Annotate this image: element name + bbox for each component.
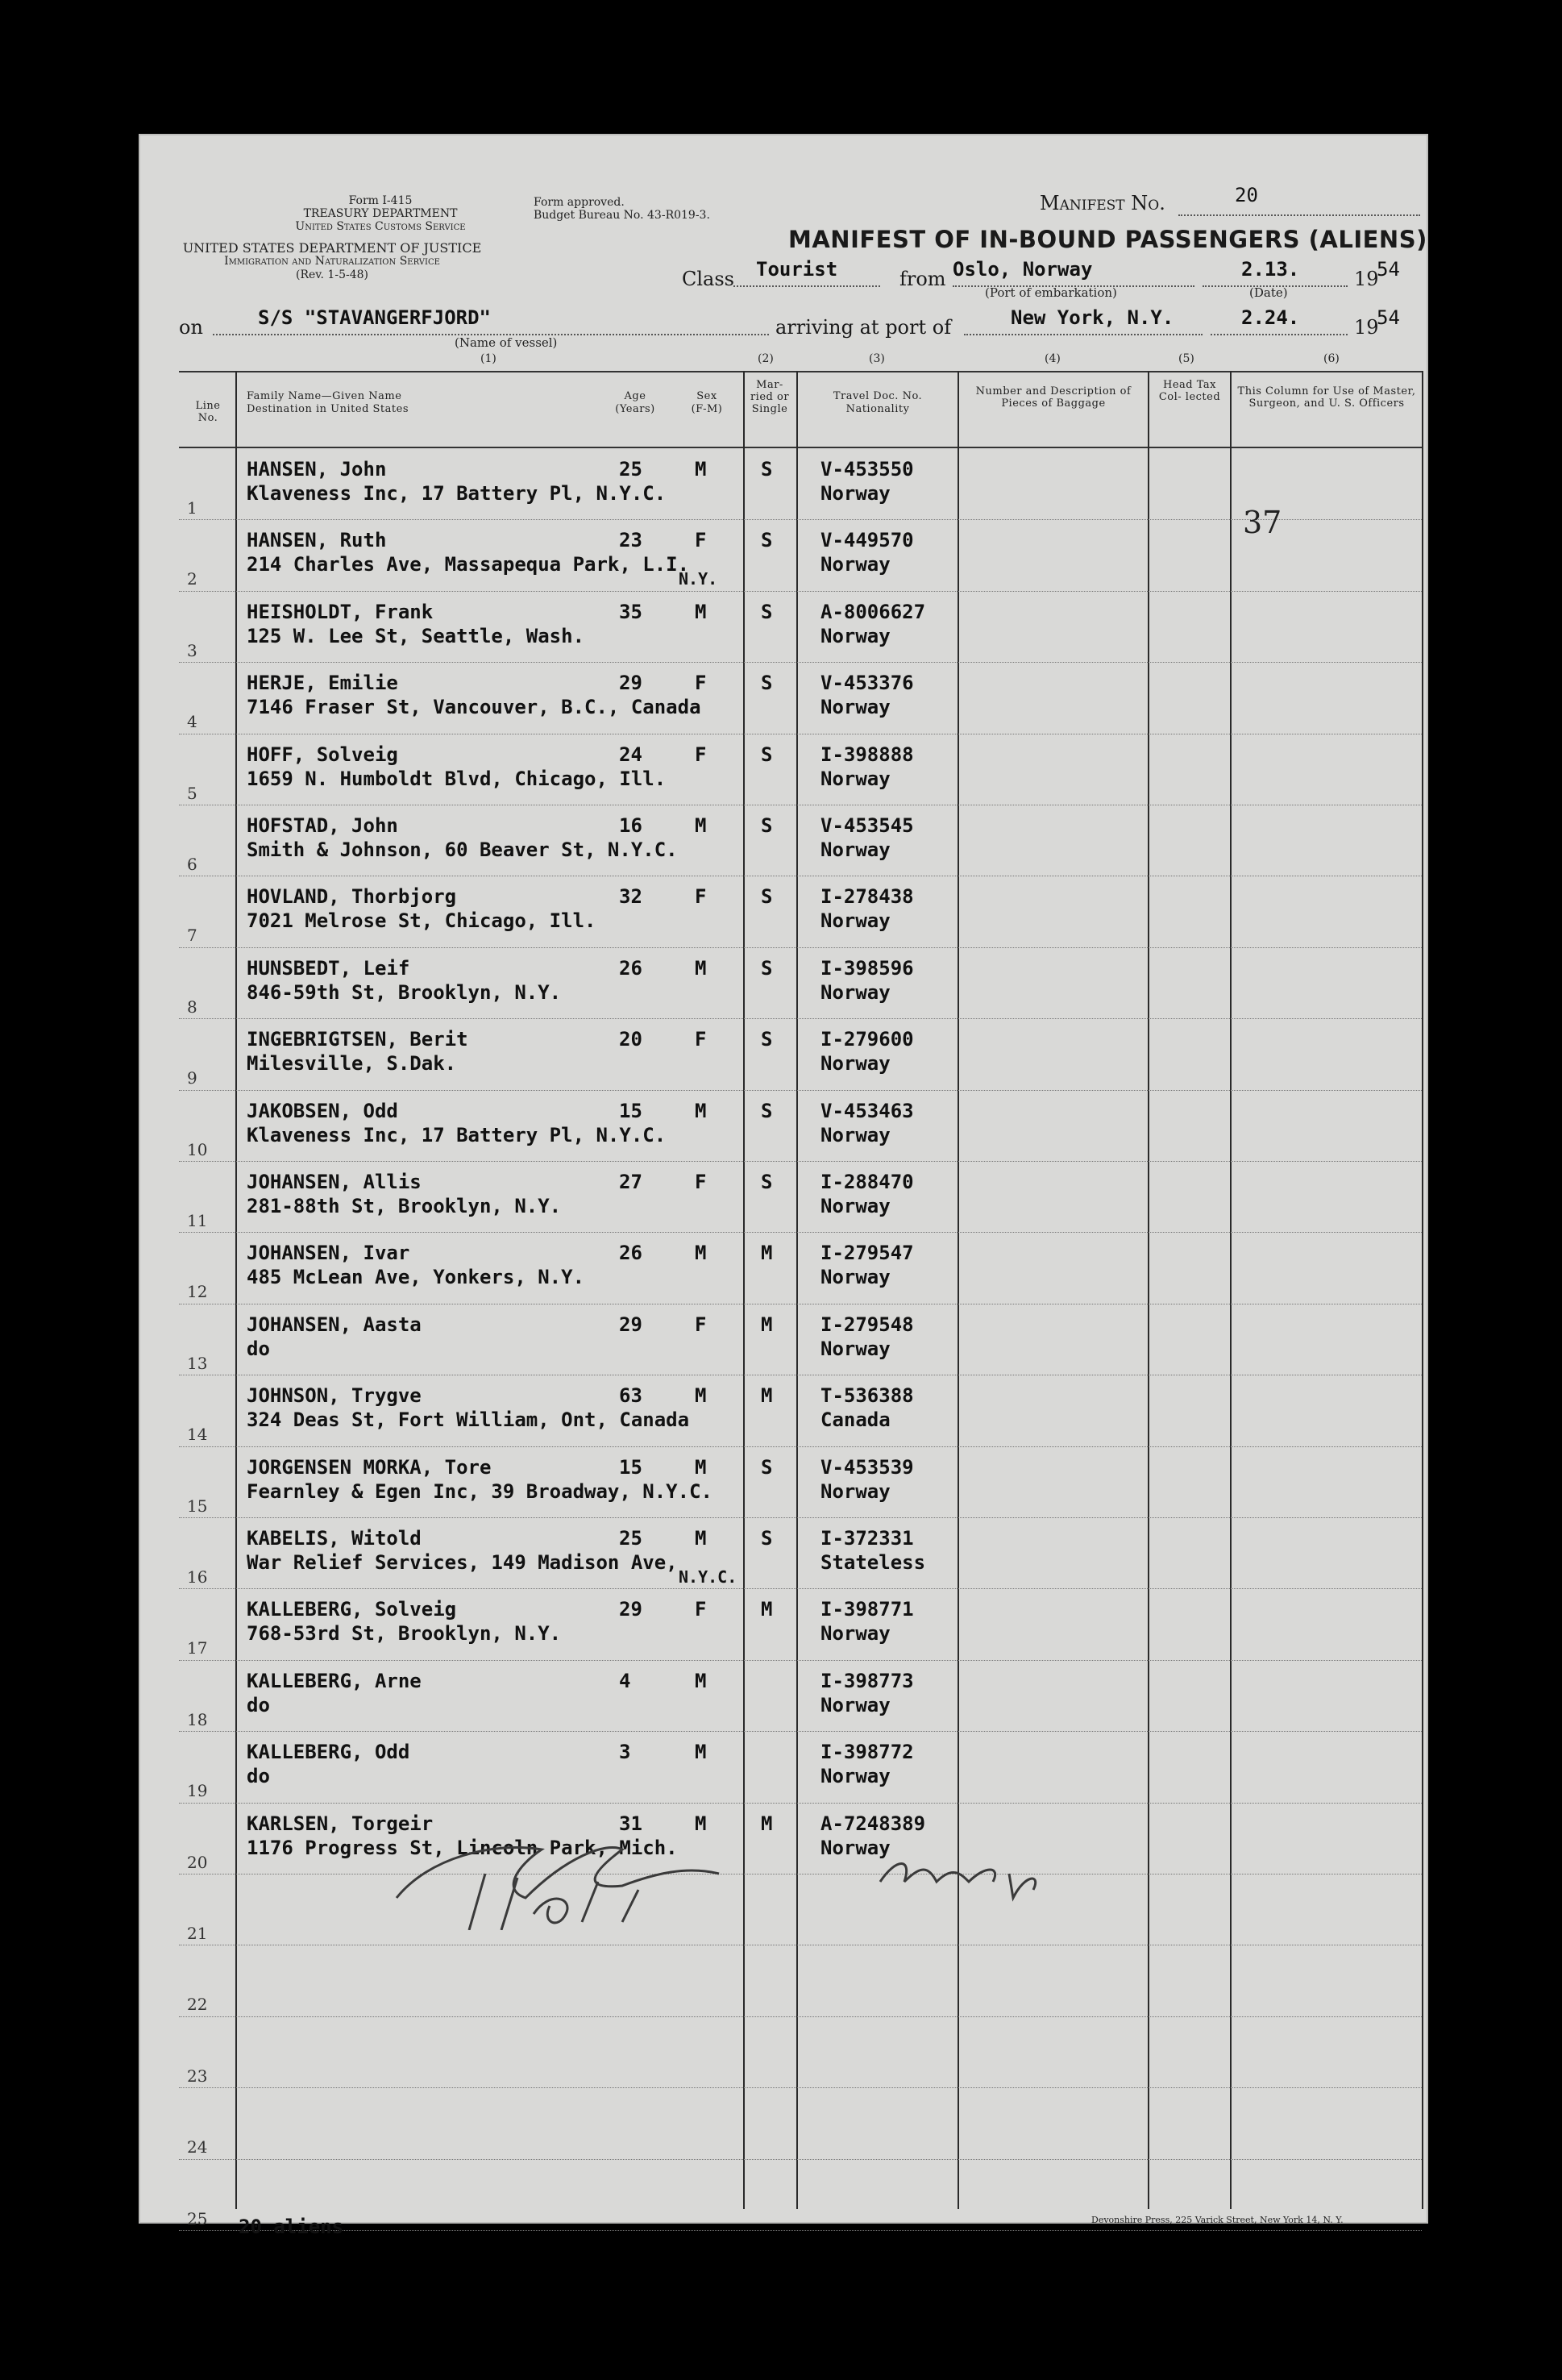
passenger-destination: 281-88th St, Brooklyn, N.Y.	[247, 1195, 562, 1217]
table-top-rule	[179, 371, 1422, 372]
col-num-3: (3)	[869, 352, 885, 365]
passenger-name: HOFSTAD, John	[247, 814, 398, 837]
passenger-name: KARLSEN, Torgeir	[247, 1812, 434, 1835]
form-title: MANIFEST OF IN-BOUND PASSENGERS (ALIENS)	[788, 226, 1427, 253]
row-rule	[179, 947, 1422, 949]
row-rule	[179, 1803, 1422, 1804]
passenger-nationality: Norway	[820, 696, 891, 719]
passenger-destination: do	[247, 1693, 270, 1716]
passenger-marital: M	[761, 1598, 773, 1621]
travel-doc-no: I-278438	[820, 885, 914, 909]
passenger-nationality: Norway	[820, 1337, 891, 1360]
departure-date: 2.13.	[1241, 258, 1300, 281]
from-value: Oslo, Norway	[953, 258, 1093, 281]
passenger-destination: 768-53rd St, Brooklyn, N.Y.	[247, 1622, 562, 1646]
port-embark-caption: (Port of embarkation)	[985, 285, 1117, 300]
passenger-sex: M	[695, 600, 707, 623]
passenger-name: JOHANSEN, Aasta	[247, 1313, 422, 1336]
vessel-name: S/S "STAVANGERFJORD"	[258, 306, 491, 329]
row-rule	[179, 662, 1422, 664]
hdr-sex-fm: (F-M)	[691, 403, 723, 415]
passenger-nationality: Norway	[820, 1693, 891, 1716]
passenger-age: 32	[619, 885, 642, 909]
officer-mark: 37	[1243, 505, 1282, 540]
year1-value: 54	[1377, 258, 1400, 281]
travel-doc-no: V-453550	[820, 458, 914, 481]
passenger-sex: M	[695, 1455, 707, 1479]
passenger-sex: F	[695, 743, 707, 766]
passenger-name: JOHANSEN, Allis	[247, 1171, 422, 1193]
row-rule	[179, 805, 1422, 806]
arriving-label: arriving at port of	[775, 316, 952, 339]
passenger-age: 31	[619, 1812, 642, 1835]
col-rule-2	[743, 371, 745, 2209]
line-number: 14	[187, 1425, 208, 1445]
passenger-sex: F	[695, 1171, 707, 1193]
col-num-1: (1)	[480, 352, 496, 365]
travel-doc-no: I-398772	[820, 1741, 914, 1764]
vessel-caption: (Name of vessel)	[455, 335, 558, 350]
passenger-nationality: Norway	[820, 1195, 891, 1217]
passenger-destination: 324 Deas St, Fort William, Ont, Canada	[247, 1408, 690, 1432]
passenger-name: INGEBRIGTSEN, Berit	[247, 1028, 468, 1051]
line-number: 20	[187, 1852, 208, 1872]
travel-doc-no: I-279547	[820, 1242, 914, 1265]
passenger-age: 15	[619, 1455, 642, 1479]
year2-value: 54	[1377, 306, 1400, 329]
passenger-sex: F	[695, 672, 707, 695]
passenger-marital: S	[761, 1527, 773, 1550]
arrival-port: New York, N.Y.	[1011, 306, 1174, 329]
hdr-baggage: Number and Description of Pieces of Baggage	[975, 385, 1132, 410]
passenger-marital: S	[761, 600, 773, 623]
date2-line	[1211, 334, 1348, 335]
passenger-nationality: Norway	[820, 1622, 891, 1646]
passenger-sex: M	[695, 1527, 707, 1550]
passenger-sex: F	[695, 1313, 707, 1336]
revision: (Rev. 1-5-48)	[296, 268, 368, 281]
passenger-marital: S	[761, 1099, 773, 1122]
binder-hole-2	[92, 281, 127, 322]
total-aliens: 20 aliens	[239, 2216, 344, 2238]
hdr-marital: Mar- ried or Single	[750, 379, 790, 415]
travel-doc-no: A-8006627	[820, 600, 926, 623]
passenger-nationality: Norway	[820, 1765, 891, 1788]
approval-1: Form approved.	[534, 196, 625, 209]
line-number: 1	[187, 498, 197, 518]
row-rule	[179, 1304, 1422, 1305]
row-rule	[179, 1446, 1422, 1448]
approval-2: Budget Bureau No. 43-R019-3.	[534, 209, 710, 222]
passenger-destination: 7146 Fraser St, Vancouver, B.C., Canada	[247, 696, 701, 719]
passenger-age: 23	[619, 529, 642, 552]
passenger-age: 20	[619, 1028, 642, 1051]
passenger-name: KALLEBERG, Arne	[247, 1669, 422, 1692]
row-rule	[179, 1018, 1422, 1020]
passenger-sex: M	[695, 814, 707, 837]
passenger-marital: M	[761, 1812, 773, 1835]
binder-hole-1	[92, 187, 127, 229]
passenger-sex: M	[695, 458, 707, 481]
passenger-name: HERJE, Emilie	[247, 672, 398, 695]
row-rule	[179, 1874, 1422, 1875]
header-bottom-rule	[179, 447, 1422, 448]
row-rule	[179, 1375, 1422, 1376]
hdr-age: Age	[624, 390, 646, 402]
passenger-destination-cont: N.Y.C.	[679, 1567, 737, 1587]
passenger-destination: 846-59th St, Brooklyn, N.Y.	[247, 980, 562, 1004]
passenger-name: HANSEN, Ruth	[247, 529, 387, 552]
passenger-nationality: Norway	[820, 1052, 891, 1076]
passenger-marital: S	[761, 1171, 773, 1193]
passenger-destination: do	[247, 1337, 270, 1360]
passenger-name: HOVLAND, Thorbjorg	[247, 885, 457, 909]
inspector-initials	[872, 1841, 1049, 1906]
on-label: on	[179, 316, 203, 339]
class-value: Tourist	[756, 258, 838, 281]
passenger-age: 27	[619, 1171, 642, 1193]
line-number: 4	[187, 712, 197, 732]
travel-doc-no: I-279600	[820, 1028, 914, 1051]
passenger-nationality: Norway	[820, 767, 891, 790]
travel-doc-no: I-398773	[820, 1669, 914, 1692]
passenger-destination: Klaveness Inc, 17 Battery Pl, N.Y.C.	[247, 1123, 667, 1146]
line-number: 3	[187, 640, 197, 660]
travel-doc-no: I-288470	[820, 1171, 914, 1193]
row-rule	[179, 591, 1422, 593]
col-rule-4	[958, 371, 959, 2209]
binder-hole-5	[92, 1522, 127, 1564]
hdr-name: Family Name—Given Name	[247, 390, 402, 402]
passenger-nationality: Norway	[820, 482, 891, 505]
travel-doc-no: V-453545	[820, 814, 914, 837]
travel-doc-no: I-398888	[820, 743, 914, 766]
passenger-sex: F	[695, 529, 707, 552]
manifest-page	[139, 134, 1428, 2238]
passenger-marital: S	[761, 743, 773, 766]
passenger-destination: 125 W. Lee St, Seattle, Wash.	[247, 624, 585, 647]
passenger-sex: M	[695, 1669, 707, 1692]
travel-doc-no: V-449570	[820, 529, 914, 552]
passenger-marital: S	[761, 529, 773, 552]
hdr-age-years: (Years)	[615, 403, 655, 415]
passenger-marital: S	[761, 814, 773, 837]
passenger-age: 29	[619, 1313, 642, 1336]
printer-imprint: Devonshire Press, 225 Varick Street, New York 14, N. Y.	[1091, 2215, 1344, 2225]
from-label: from	[899, 268, 946, 290]
passenger-sex: M	[695, 1812, 707, 1835]
manifest-no-line	[1178, 214, 1420, 216]
passenger-sex: M	[695, 1741, 707, 1764]
passenger-age: 25	[619, 1527, 642, 1550]
line-number: 2	[187, 569, 197, 589]
passenger-name: HUNSBEDT, Leif	[247, 956, 410, 980]
line-number: 19	[187, 1781, 208, 1801]
line-number: 6	[187, 855, 197, 874]
binder-hole-6	[92, 2146, 127, 2188]
passenger-destination: 485 McLean Ave, Yonkers, N.Y.	[247, 1266, 585, 1289]
passenger-destination: War Relief Services, 149 Madison Ave,	[247, 1551, 678, 1574]
passenger-name: HEISHOLDT, Frank	[247, 600, 434, 623]
passenger-sex: M	[695, 1242, 707, 1265]
passenger-age: 4	[619, 1669, 631, 1692]
passenger-nationality: Norway	[820, 1123, 891, 1146]
passenger-name: JAKOBSEN, Odd	[247, 1099, 398, 1122]
passenger-nationality: Norway	[820, 553, 891, 576]
binder-hole-4	[92, 738, 127, 780]
customs-service: United States Customs Service	[295, 220, 466, 233]
line-number: 24	[187, 2137, 208, 2157]
passenger-destination: 7021 Melrose St, Chicago, Ill.	[247, 909, 596, 933]
passenger-destination: 1176 Progress St, Lincoln Park, Mich.	[247, 1836, 678, 1859]
passenger-name: KALLEBERG, Solveig	[247, 1598, 457, 1621]
row-rule	[179, 1232, 1422, 1234]
class-label: Class	[682, 268, 734, 290]
row-rule	[179, 2230, 1422, 2232]
passenger-age: 63	[619, 1384, 642, 1408]
passenger-age: 35	[619, 600, 642, 623]
travel-doc-no: I-372331	[820, 1527, 914, 1550]
passenger-nationality: Stateless	[820, 1551, 926, 1574]
passenger-nationality: Norway	[820, 1266, 891, 1289]
binder-hole-3	[92, 331, 127, 372]
passenger-marital: S	[761, 458, 773, 481]
passenger-age: 25	[619, 458, 642, 481]
passenger-name: KABELIS, Witold	[247, 1527, 422, 1550]
line-number: 16	[187, 1567, 208, 1587]
passenger-age: 3	[619, 1741, 631, 1764]
travel-doc-no: I-398596	[820, 956, 914, 980]
passenger-age: 29	[619, 672, 642, 695]
passenger-nationality: Norway	[820, 624, 891, 647]
travel-doc-no: I-398771	[820, 1598, 914, 1621]
passenger-destination: 214 Charles Ave, Massapequa Park, L.I.	[247, 553, 690, 576]
passenger-destination: Klaveness Inc, 17 Battery Pl, N.Y.C.	[247, 482, 667, 505]
col-rule-3	[796, 371, 798, 2209]
row-rule	[179, 1945, 1422, 1946]
line-number: 11	[187, 1211, 208, 1230]
passenger-destination: do	[247, 1765, 270, 1788]
passenger-marital: M	[761, 1313, 773, 1336]
hdr-destination: Destination in United States	[247, 403, 409, 415]
passenger-sex: F	[695, 1598, 707, 1621]
line-number: 13	[187, 1353, 208, 1373]
passenger-nationality: Norway	[820, 838, 891, 861]
line-number: 12	[187, 1282, 208, 1302]
passenger-sex: M	[695, 956, 707, 980]
passenger-sex: M	[695, 1384, 707, 1408]
hdr-nationality: Nationality	[845, 403, 910, 415]
row-rule	[179, 1660, 1422, 1662]
col-num-4: (4)	[1045, 352, 1061, 365]
line-number: 15	[187, 1496, 208, 1516]
line-number: 22	[187, 1995, 208, 2015]
passenger-nationality: Norway	[820, 1836, 891, 1859]
passenger-name: KALLEBERG, Odd	[247, 1741, 410, 1764]
passenger-age: 26	[619, 956, 642, 980]
line-number: 25	[187, 2208, 208, 2228]
form-number: Form I-415	[348, 194, 413, 207]
col-rule-5	[1148, 371, 1149, 2209]
line-number: 21	[187, 1924, 208, 1943]
passenger-marital: S	[761, 1455, 773, 1479]
hdr-sex: Sex	[696, 390, 717, 402]
year1-prefix: 19	[1354, 268, 1379, 290]
passenger-sex: F	[695, 885, 707, 909]
passenger-age: 24	[619, 743, 642, 766]
passenger-sex: F	[695, 1028, 707, 1051]
passenger-destination-cont: N.Y.	[679, 569, 718, 589]
passenger-marital: M	[761, 1242, 773, 1265]
passenger-name: HANSEN, John	[247, 458, 387, 481]
passenger-marital: S	[761, 1028, 773, 1051]
passenger-name: JOHANSEN, Ivar	[247, 1242, 410, 1265]
row-rule	[179, 2087, 1422, 2089]
treasury-dept: TREASURY DEPARTMENT	[303, 207, 458, 220]
row-rule	[179, 2016, 1422, 2018]
col-rule-6	[1230, 371, 1232, 2209]
date-caption: (Date)	[1249, 285, 1288, 300]
travel-doc-no: I-279548	[820, 1313, 914, 1336]
passenger-age: 26	[619, 1242, 642, 1265]
row-rule	[179, 1731, 1422, 1733]
col-num-2: (2)	[758, 352, 774, 365]
inspector-signature	[380, 1809, 735, 1930]
ins-service: Immigration and Naturalization Service	[224, 255, 440, 268]
passenger-age: 29	[619, 1598, 642, 1621]
passenger-destination: Smith & Johnson, 60 Beaver St, N.Y.C.	[247, 838, 678, 861]
travel-doc-no: V-453463	[820, 1099, 914, 1122]
year2-prefix: 19	[1354, 316, 1379, 339]
travel-doc-no: T-536388	[820, 1384, 914, 1408]
passenger-age: 16	[619, 814, 642, 837]
passenger-marital: S	[761, 956, 773, 980]
passenger-sex: M	[695, 1099, 707, 1122]
passenger-nationality: Norway	[820, 909, 891, 933]
manifest-no-label: Manifest No.	[1040, 192, 1165, 214]
row-rule	[179, 1517, 1422, 1519]
arrival-date: 2.24.	[1241, 306, 1300, 329]
line-number: 5	[187, 783, 197, 803]
hdr-line-no: Line No.	[195, 400, 221, 424]
row-rule	[179, 734, 1422, 735]
passenger-age: 15	[619, 1099, 642, 1122]
passenger-name: HOFF, Solveig	[247, 743, 398, 766]
passenger-destination: 1659 N. Humboldt Blvd, Chicago, Ill.	[247, 767, 667, 790]
hdr-travel-doc: Travel Doc. No.	[833, 390, 923, 402]
line-number: 9	[187, 1068, 197, 1088]
passenger-nationality: Canada	[820, 1408, 891, 1432]
passenger-destination: Milesville, S.Dak.	[247, 1052, 457, 1076]
row-rule	[179, 519, 1422, 521]
col-num-5: (5)	[1178, 352, 1194, 365]
row-rule	[179, 2159, 1422, 2161]
line-number: 18	[187, 1709, 208, 1729]
passenger-name: JORGENSEN MORKA, Tore	[247, 1455, 492, 1479]
line-number: 17	[187, 1638, 208, 1658]
passenger-nationality: Norway	[820, 980, 891, 1004]
travel-doc-no: V-453539	[820, 1455, 914, 1479]
row-rule	[179, 876, 1422, 877]
hdr-head-tax: Head Tax Col- lected	[1158, 379, 1221, 403]
line-number: 23	[187, 2066, 208, 2086]
line-number: 8	[187, 997, 197, 1017]
passenger-marital: S	[761, 672, 773, 695]
port-line	[964, 334, 1203, 335]
passenger-name: JOHNSON, Trygve	[247, 1384, 422, 1408]
line-number: 10	[187, 1139, 208, 1159]
class-line	[733, 285, 880, 287]
col-rule-7	[1422, 371, 1423, 2209]
passenger-marital: M	[761, 1384, 773, 1408]
travel-doc-no: A-7248389	[820, 1812, 926, 1835]
row-rule	[179, 1588, 1422, 1590]
passenger-nationality: Norway	[820, 1479, 891, 1503]
manifest-no-value: 20	[1235, 184, 1258, 206]
line-number: 7	[187, 926, 197, 946]
row-rule	[179, 1090, 1422, 1092]
row-rule	[179, 1161, 1422, 1163]
passenger-marital: S	[761, 885, 773, 909]
justice-dept: UNITED STATES DEPARTMENT OF JUSTICE	[182, 240, 482, 256]
col-rule-1	[235, 371, 237, 2209]
travel-doc-no: V-453376	[820, 672, 914, 695]
passenger-destination: Fearnley & Egen Inc, 39 Broadway, N.Y.C.	[247, 1479, 712, 1503]
col-num-6: (6)	[1323, 352, 1340, 365]
hdr-officers: This Column for Use of Master, Surgeon, and U. S. Officers	[1237, 385, 1416, 410]
